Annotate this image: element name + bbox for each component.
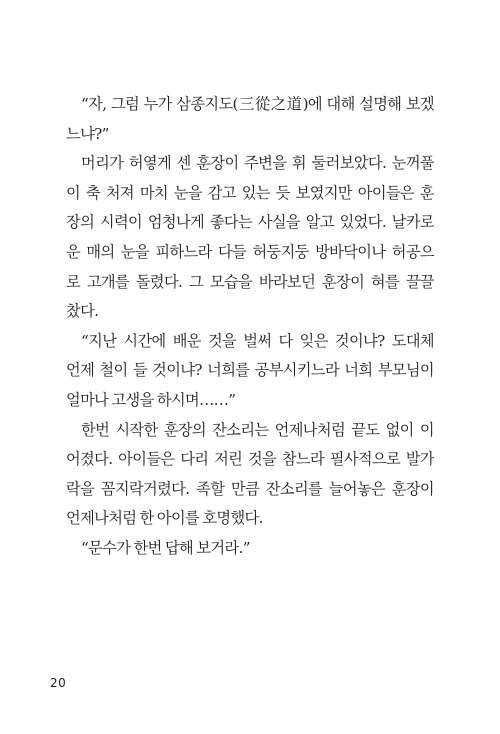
- text-line: 이 축 처져 마치 눈을 감고 있는 듯 보였지만 아이들은 훈: [66, 183, 434, 202]
- text-line: 락을 꼼지락거렸다. 족할 만큼 잔소리를 늘어놓은 훈장이: [66, 479, 434, 498]
- text-line: “지난 시간에 배운 것을 벌써 다 잊은 것이냐? 도대체: [81, 331, 434, 350]
- paragraph-4: [66, 416, 434, 534]
- text-line: 로 고개를 돌렸다. 그 모습을 바라보던 훈장이 혀를 끌끌: [66, 272, 434, 291]
- text-line: “문수가 한번 답해 보거라.”: [81, 538, 250, 557]
- paragraph-2: [66, 149, 434, 327]
- text-line: 얼마나 고생을 하시며……”: [66, 390, 236, 409]
- text-line: 운 매의 눈을 피하느라 다들 허둥지둥 방바닥이나 허공으: [66, 242, 434, 261]
- text-line: 한번 시작한 훈장의 잔소리는 언제나처럼 끝도 없이 이: [81, 420, 434, 439]
- text-line: 느냐?”: [66, 124, 109, 143]
- page-number: 20: [50, 676, 67, 690]
- text-line: 머리가 허옇게 센 훈장이 주변을 휘 둘러보았다. 눈꺼풀: [81, 154, 434, 173]
- body-text: [66, 90, 434, 564]
- paragraph-3: [66, 327, 434, 416]
- text-line: 찼다.: [66, 302, 99, 321]
- text-line: 언제나처럼 한 아이를 호명했다.: [66, 509, 263, 528]
- text-line: “자, 그럼 누가 삼종지도(三從之道)에 대해 설명해 보겠: [81, 95, 434, 113]
- text-line: 언제 철이 들 것이냐? 너희를 공부시키느라 너희 부모님이: [66, 361, 434, 380]
- text-line: 장의 시력이 엄청나게 좋다는 사실을 알고 있었다. 날카로: [66, 213, 434, 232]
- paragraph-1: [66, 90, 434, 149]
- paragraph-5: [66, 534, 434, 564]
- text-line: 어졌다. 아이들은 다리 저린 것을 참느라 필사적으로 발가: [66, 450, 434, 469]
